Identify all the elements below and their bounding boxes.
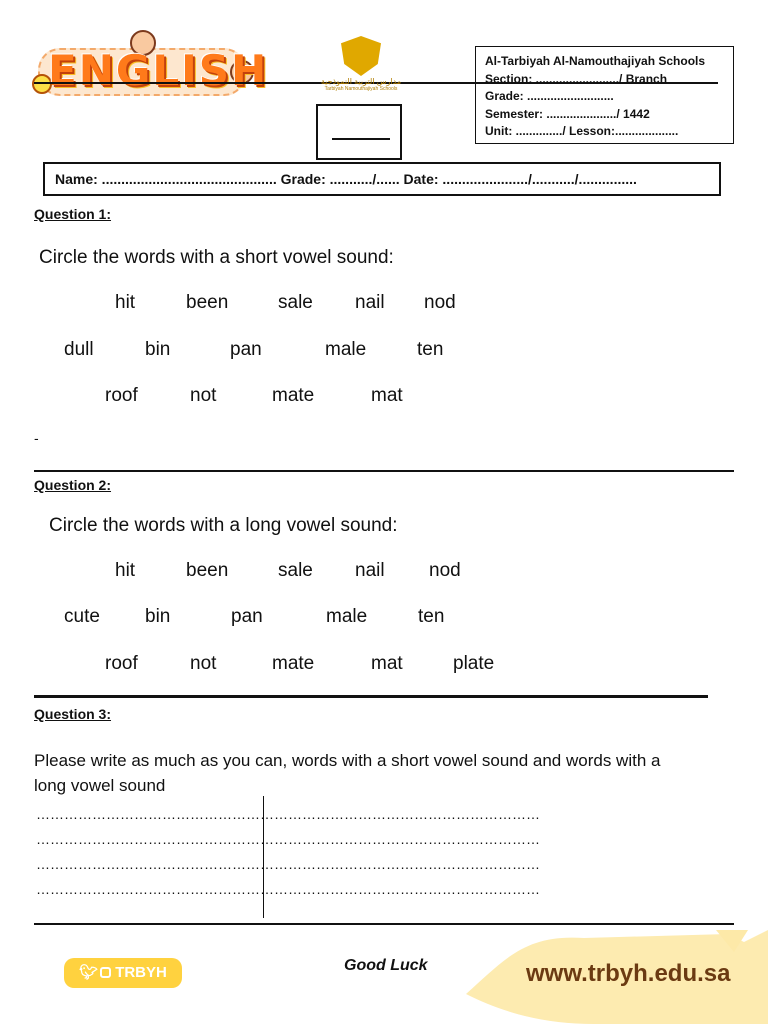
word-option[interactable]: nod [429,560,461,581]
word-option[interactable]: male [326,606,368,627]
word-option[interactable]: sale [278,560,313,581]
website-link[interactable]: www.trbyh.edu.sa [526,960,731,987]
word-option[interactable]: plate [453,653,495,674]
word-option[interactable]: mate [272,385,315,406]
student-info-row: Name: ............................................. Grade: .........../...... Date: ....................../.........../............... [43,162,721,196]
school-name: Al-Tarbiyah Al-Namouthajiyah Schools [485,54,706,68]
word-option[interactable]: male [325,339,367,360]
word-option[interactable]: ten [418,606,445,627]
twitter-icon: 🐦︎ [79,964,99,981]
section-divider [34,470,734,472]
crest-arabic-name: مدارس التربية النموذجية [320,77,402,86]
long-vowel-answer-line[interactable]: ………………………………………………… [274,856,540,872]
social-badge[interactable] [64,958,182,988]
short-vowel-answer-line[interactable]: …………………………………………… [36,806,274,822]
word-option[interactable]: been [186,292,229,313]
word-option[interactable]: hit [115,560,136,581]
crest-english-name: Tarbiyah Namouthajiyah Schools [324,86,398,92]
word-option[interactable]: bin [145,606,171,627]
long-vowel-answer-line[interactable]: ………………………………………………… [274,881,540,897]
word-option[interactable]: hit [115,292,136,313]
instagram-icon [100,967,111,978]
word-option[interactable]: mate [272,653,315,674]
short-vowel-answer-line[interactable]: …………………………………………… [36,831,274,847]
column-divider [263,796,264,918]
word-option[interactable]: ten [417,339,444,360]
score-box [316,104,402,160]
shield-icon [341,36,381,76]
good-luck-text: Good Luck [344,957,428,974]
word-option[interactable]: not [190,653,217,674]
short-vowel-answer-line[interactable]: …………………………………………… [36,881,274,897]
word-option[interactable]: dull [64,339,94,360]
footer-divider [34,923,734,925]
word-option[interactable]: roof [105,385,138,406]
word-option[interactable]: pan [231,606,263,627]
word-option[interactable]: mat [371,653,403,674]
short-vowel-answer-line[interactable]: …………………………………………… [36,856,274,872]
word-option[interactable]: pan [230,339,262,360]
word-option[interactable]: sale [278,292,313,313]
question-1-prompt: Circle the words with a short vowel sound: [39,247,394,268]
long-vowel-answer-line[interactable]: ………………………………………………… [274,831,540,847]
question-2-prompt: Circle the words with a long vowel sound: [49,515,398,536]
logo-text: ENGLISH [48,46,269,95]
word-option[interactable]: bin [145,339,171,360]
score-line [332,138,390,140]
school-info-box [475,46,734,144]
section-divider [34,695,708,698]
question-3-prompt-line-2: long vowel sound [34,776,166,795]
word-option[interactable]: not [190,385,217,406]
unit-field: Unit: ............../ Lesson:................... [485,124,679,138]
word-option[interactable]: nail [355,560,385,581]
school-crest [318,36,404,96]
long-vowel-answer-line[interactable]: ………………………………………………… [274,806,540,822]
question-3-prompt-line-1: Please write as much as you can, words with a short vowel sound and words with a [34,751,661,770]
semester-field: Semester: ...................../ 1442 [485,106,650,121]
social-handle: TRBYH [115,964,167,981]
word-option[interactable]: nod [424,292,456,313]
word-option[interactable]: roof [105,653,138,674]
question-2-heading: Question 2: [34,477,112,493]
english-logo [34,34,269,104]
question-1-heading: Question 1: [34,206,112,222]
grade-field: Grade: .......................... [485,89,614,103]
word-option[interactable]: mat [371,385,403,406]
word-option[interactable]: nail [355,292,385,313]
stray-mark: - [34,430,39,446]
word-option[interactable]: been [186,560,229,581]
section-field: Section: ........................./ Branch [485,71,668,86]
question-3-heading: Question 3: [34,706,112,722]
word-option[interactable]: cute [64,606,100,627]
